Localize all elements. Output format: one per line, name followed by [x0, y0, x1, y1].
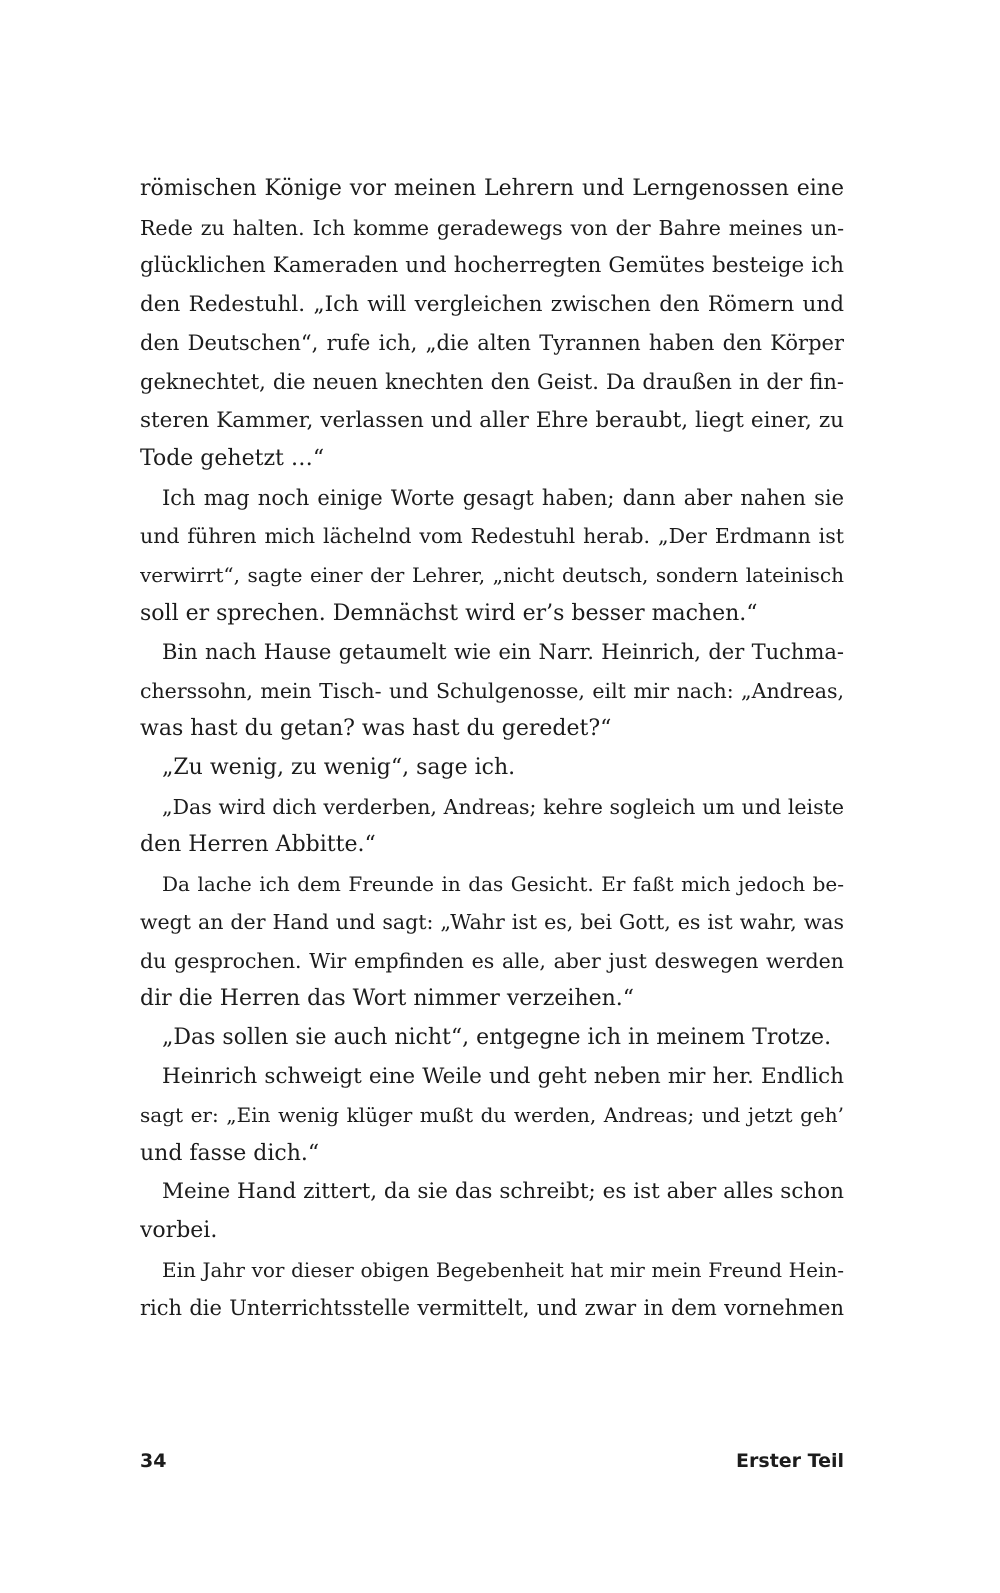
text-line: römischen Könige vor meinen Lehrern und Lerngenossen eine: [140, 176, 844, 201]
page-footer: [140, 1450, 844, 1478]
text-line: „Das sollen sie auch nicht“, entgegne ich in meinem Trotze.: [162, 1025, 832, 1051]
page-number: 34: [140, 1450, 167, 1472]
text-line: Da lache ich dem Freunde in das Gesicht. Er faßt mich jedoch be-: [162, 871, 844, 896]
text-line: Tode gehetzt …“: [140, 446, 325, 472]
text-line: Ein Jahr vor dieser obigen Begebenheit hat mir mein Freund Hein-: [162, 1257, 844, 1282]
text-line: wegt an der Hand und sagt: „Wahr ist es, bei Gott, es ist wahr, was: [140, 910, 844, 935]
text-line: Bin nach Hause getaumelt wie ein Narr. Heinrich, der Tuchma-: [162, 640, 844, 665]
body-text: [140, 170, 844, 1328]
text-line: Meine Hand zittert, da sie das schreibt; es ist aber alles schon: [162, 1179, 844, 1205]
text-line: vorbei.: [140, 1218, 218, 1244]
text-line: verwirrt“, sagte einer der Lehrer, „nicht deutsch, sondern lateinisch: [140, 562, 844, 587]
text-line: glücklichen Kameraden und hocherregten Gemütes besteige ich: [140, 253, 844, 279]
text-line: du gesprochen. Wir empfinden es alle, aber just deswegen werden: [140, 948, 844, 973]
text-line: soll er sprechen. Demnächst wird er’s besser machen.“: [140, 600, 758, 626]
text-line: und führen mich lächelnd vom Redestuhl herab. „Der Erdmann ist: [140, 524, 844, 549]
text-line: dir die Herren das Wort nimmer verzeihen.“: [140, 986, 635, 1012]
text-line: rich die Unterrichtsstelle vermittelt, und zwar in dem vornehmen: [140, 1296, 844, 1321]
text-line: den Deutschen“, rufe ich, „die alten Tyrannen haben den Körper: [140, 331, 844, 356]
text-line: Ich mag noch einige Worte gesagt haben; dann aber nahen sie: [162, 485, 844, 510]
text-line: sagt er: „Ein wenig klüger mußt du werden, Andreas; und jetzt geh’: [140, 1103, 844, 1128]
text-line: den Herren Abbitte.“: [140, 832, 376, 858]
text-line: Heinrich schweigt eine Weile und geht neben mir her. Endlich: [162, 1063, 844, 1089]
text-line: „Zu wenig, zu wenig“, sage ich.: [162, 754, 516, 780]
text-line: „Das wird dich verderben, Andreas; kehre sogleich um und leiste: [162, 794, 844, 819]
text-line: und fasse dich.“: [140, 1140, 320, 1166]
text-line: den Redestuhl. „Ich will vergleichen zwischen den Römern und: [140, 291, 844, 317]
text-line: was hast du getan? was hast du geredet?“: [140, 716, 612, 742]
text-line: steren Kammer, verlassen und aller Ehre beraubt, liegt einer, zu: [140, 407, 844, 433]
text-line: geknechtet, die neuen knechten den Geist. Da draußen in der fin-: [140, 369, 844, 394]
text-line: cherssohn, mein Tisch- und Schulgenosse, eilt mir nach: „Andreas,: [140, 678, 844, 703]
running-head: Erster Teil: [736, 1450, 844, 1472]
text-line: Rede zu halten. Ich komme geradewegs von der Bahre meines un-: [140, 215, 844, 240]
